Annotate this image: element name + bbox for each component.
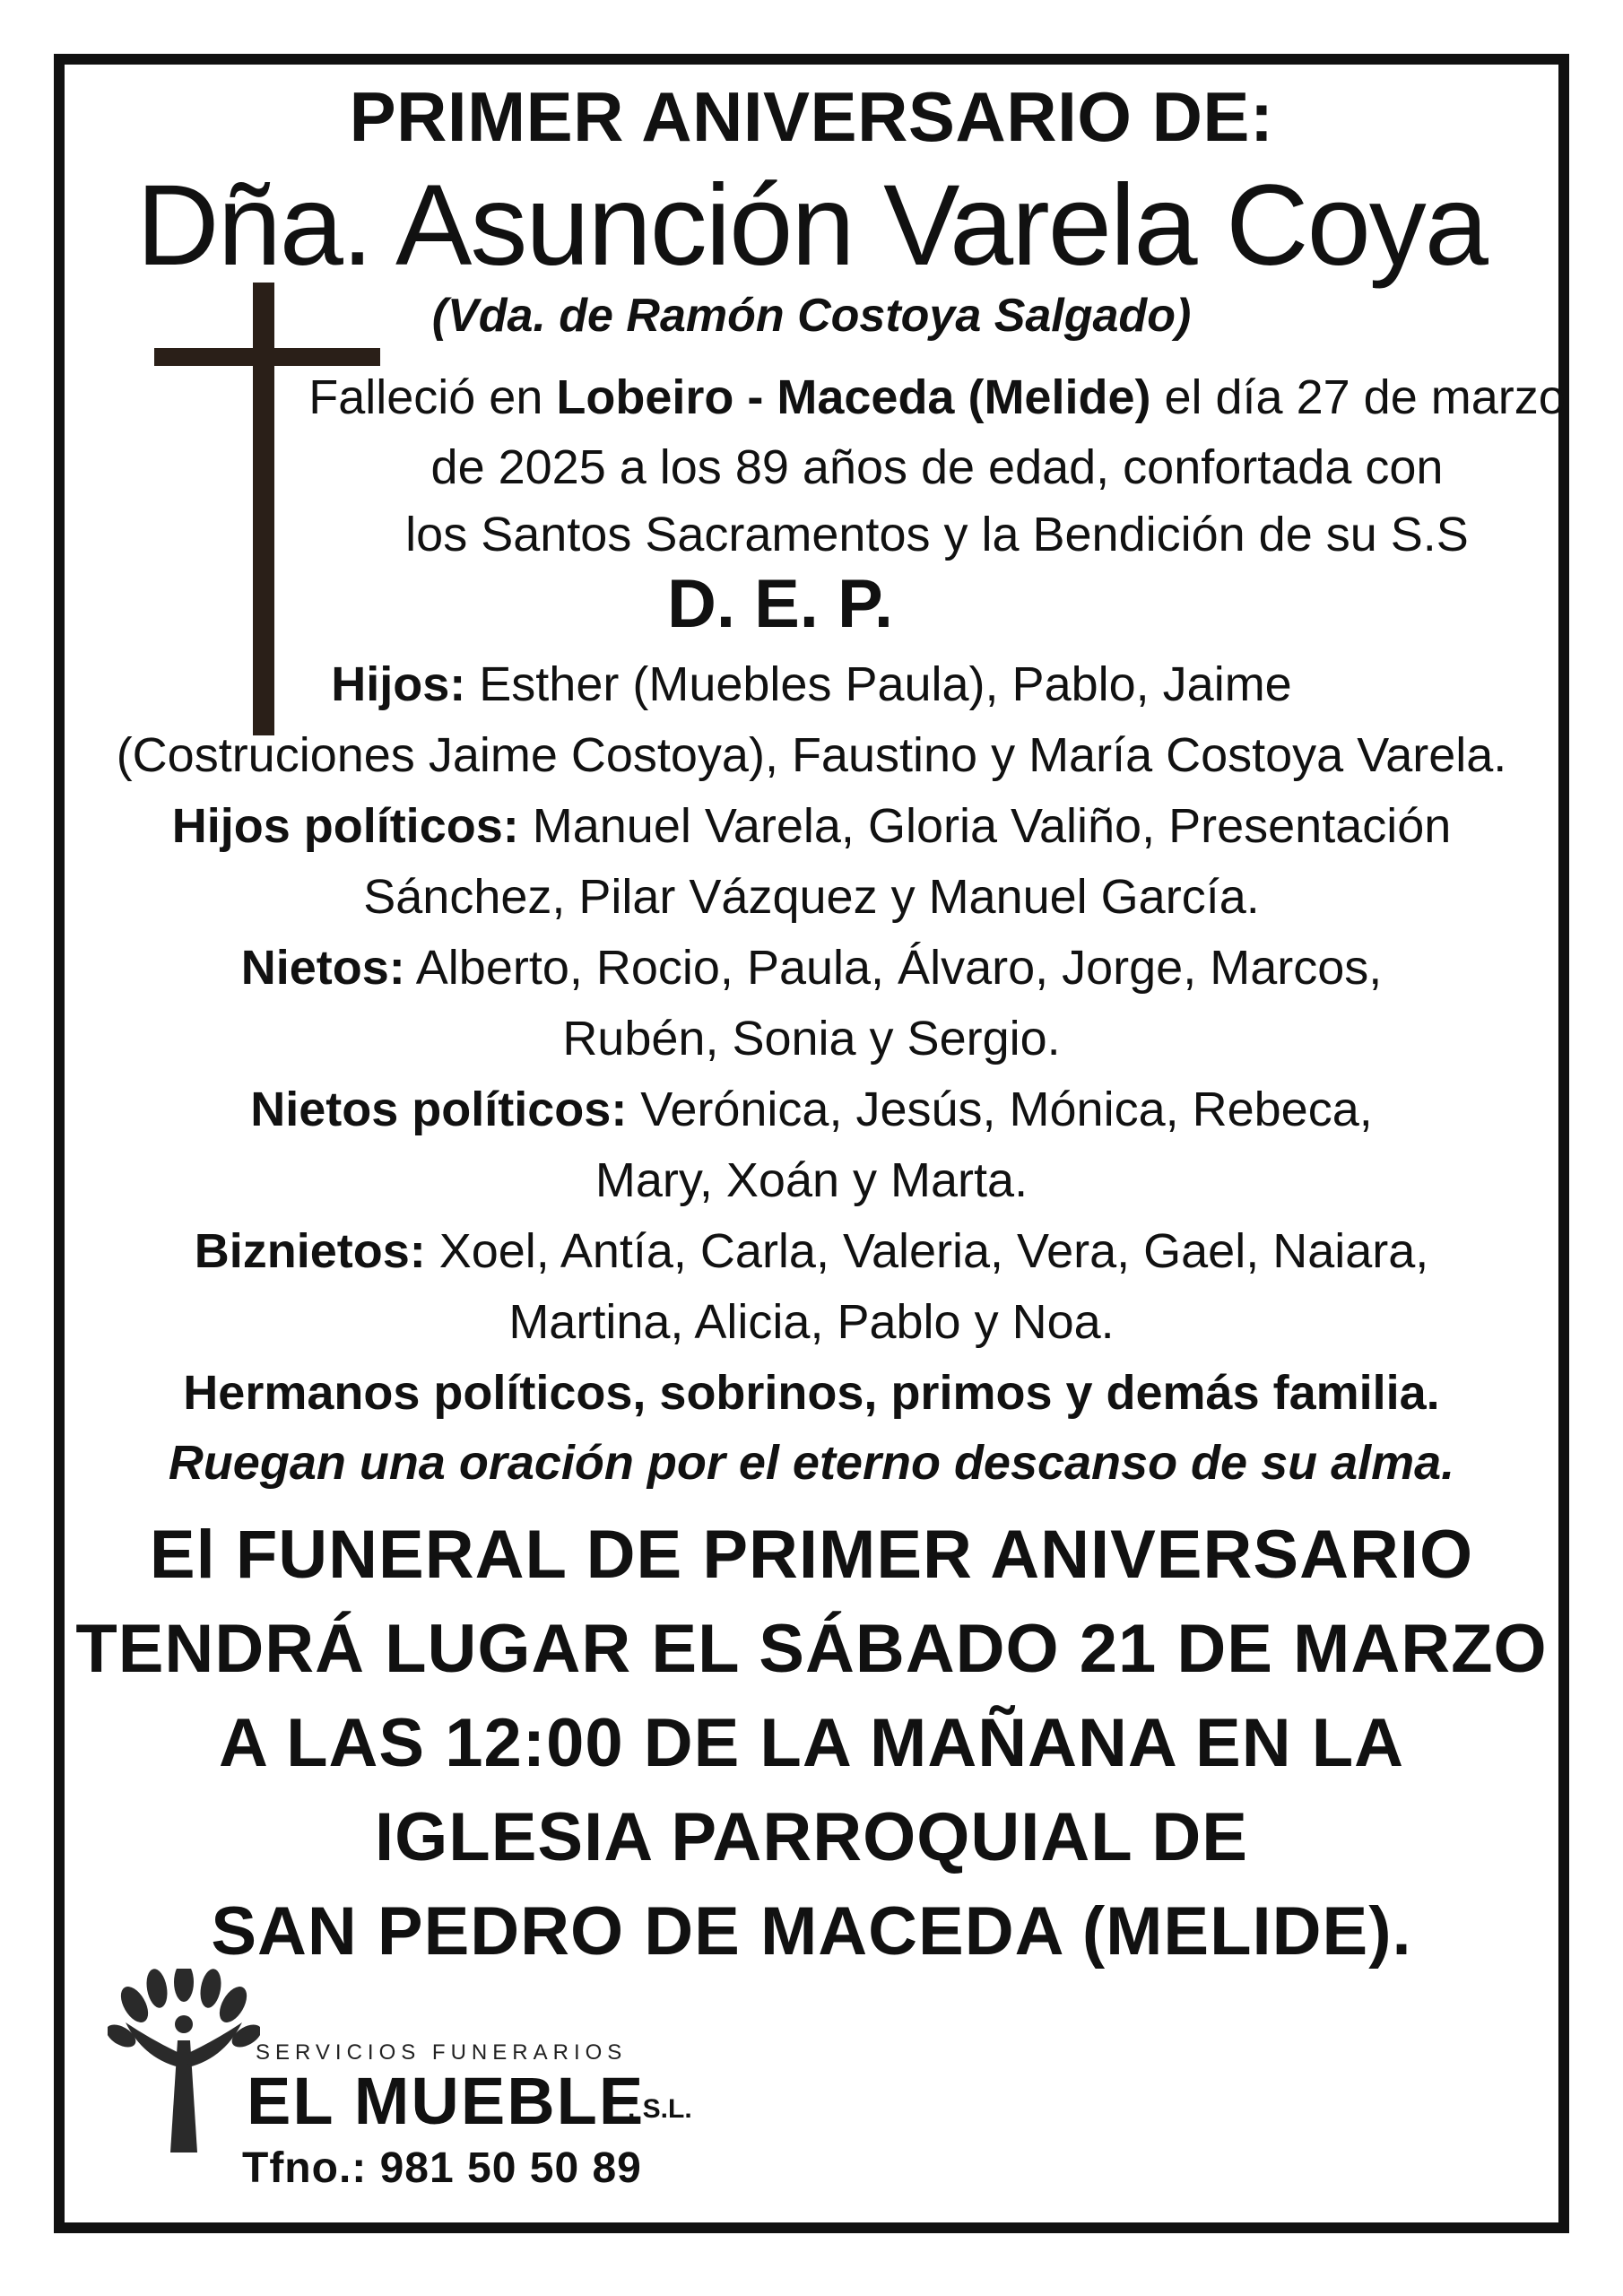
hijos-line-2: (Costruciones Jaime Costoya), Faustino y María Costoya Varela. [116, 728, 1507, 782]
logo-brand: EL MUEBLE [247, 2064, 646, 2138]
nietos-politicos-line-2: Mary, Xoán y Marta. [595, 1153, 1028, 1207]
tree-logo-icon [108, 1969, 260, 2157]
hijos-line-1: Hijos: Esther (Muebles Paula), Pablo, Jaime [331, 657, 1292, 711]
funeral-line-3: A LAS 12:00 DE LA MAÑANA EN LA [218, 1705, 1405, 1781]
deceased-name: Dña. Asunción Varela Coya [136, 161, 1487, 290]
nietos-line-1: Nietos: Alberto, Rocio, Paula, Álvaro, Jorge, Marcos, [240, 941, 1383, 995]
cross-icon-arm [154, 348, 380, 366]
hijos-politicos-line-1: Hijos políticos: Manuel Varela, Gloria Valiño, Presentación [171, 799, 1452, 853]
prayer-line: Ruegan una oración por el eterno descanso de su alma. [168, 1436, 1455, 1490]
widow-of: (Vda. de Ramón Costoya Salgado) [431, 290, 1192, 342]
death-line-1: Falleció en Lobeiro - Maceda (Melide) el día 27 de marzo [308, 370, 1566, 424]
funeral-line-5: SAN PEDRO DE MACEDA (MELIDE). [211, 1893, 1412, 1970]
logo-suffix: , S.L. [628, 2094, 692, 2124]
notice-title: PRIMER ANIVERSARIO DE: [349, 77, 1274, 156]
hermanos-line: Hermanos políticos, sobrinos, primos y demás familia. [183, 1366, 1440, 1420]
phone-number: Tfno.: 981 50 50 89 [242, 2144, 642, 2192]
hijos-politicos-line-2: Sánchez, Pilar Vázquez y Manuel García. [363, 870, 1260, 924]
logo-subtitle: SERVICIOS FUNERARIOS [256, 2040, 628, 2065]
funeral-line-2: TENDRÁ LUGAR EL SÁBADO 21 DE MARZO [75, 1611, 1548, 1687]
death-line-3: los Santos Sacramentos y la Bendición de su S.S [405, 508, 1469, 561]
death-line-2: de 2025 a los 89 años de edad, confortada con [430, 440, 1444, 494]
dep-text: D. E. P. [666, 566, 894, 642]
funeral-line-1: El FUNERAL DE PRIMER ANIVERSARIO [149, 1517, 1474, 1593]
nietos-line-2: Rubén, Sonia y Sergio. [562, 1012, 1061, 1065]
funeral-line-4: IGLESIA PARROQUIAL DE [375, 1799, 1248, 1875]
biznietos-line-2: Martina, Alicia, Pablo y Noa. [508, 1295, 1115, 1349]
biznietos-line-1: Biznietos: Xoel, Antía, Carla, Valeria, Vera, Gael, Naiara, [194, 1224, 1429, 1278]
nietos-politicos-line-1: Nietos políticos: Verónica, Jesús, Mónica, Rebeca, [250, 1083, 1373, 1136]
